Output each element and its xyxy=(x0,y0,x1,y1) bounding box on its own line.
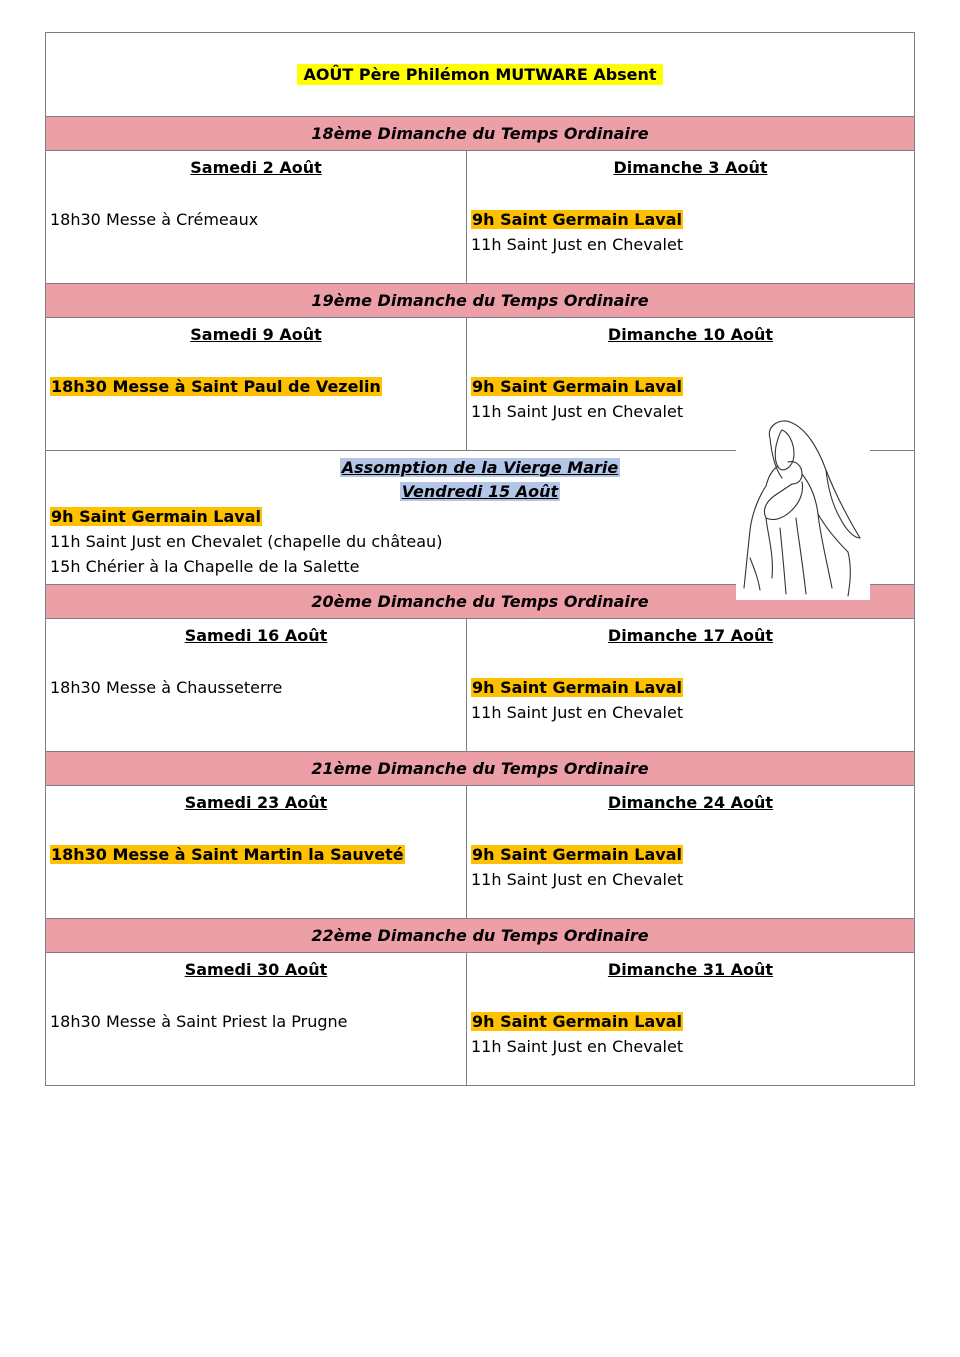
mass-line: 9h Saint Germain Laval xyxy=(472,1012,682,1031)
title-cell xyxy=(46,33,915,117)
mass-line: 11h Saint Just en Chevalet xyxy=(471,703,684,722)
feast-date: Vendredi 15 Août xyxy=(401,482,559,501)
sunday-cell xyxy=(467,151,915,284)
sunday-cell xyxy=(467,619,915,752)
sunday-label: Dimanche 24 Août xyxy=(607,793,774,812)
saturday-cell xyxy=(46,619,467,752)
sunday-label: Dimanche 10 Août xyxy=(607,325,774,344)
saturday-label: Samedi 30 Août xyxy=(184,960,328,979)
saturday-cell xyxy=(46,786,467,919)
mass-line: 18h30 Messe à Saint Paul de Vezelin xyxy=(51,377,381,396)
sunday-label: Dimanche 31 Août xyxy=(607,960,774,979)
week-band: 19ème Dimanche du Temps Ordinaire xyxy=(46,284,915,318)
week-band: 21ème Dimanche du Temps Ordinaire xyxy=(46,752,915,786)
saturday-label: Samedi 16 Août xyxy=(184,626,328,645)
week-band: 20ème Dimanche du Temps Ordinaire xyxy=(46,585,915,619)
mass-line: 11h Saint Just en Chevalet xyxy=(471,1037,684,1056)
saturday-cell xyxy=(46,151,467,284)
sunday-cell xyxy=(467,953,915,1086)
mass-line: 9h Saint Germain Laval xyxy=(472,845,682,864)
feast-title: Assomption de la Vierge Marie xyxy=(341,458,619,477)
mass-line: 18h30 Messe à Saint Priest la Prugne xyxy=(50,1012,348,1031)
saturday-cell xyxy=(46,318,467,451)
mass-line: 11h Saint Just en Chevalet xyxy=(471,235,684,254)
mass-line: 9h Saint Germain Laval xyxy=(51,507,261,526)
saturday-label: Samedi 9 Août xyxy=(190,325,322,344)
mass-line: 9h Saint Germain Laval xyxy=(472,678,682,697)
week-band: 18ème Dimanche du Temps Ordinaire xyxy=(46,117,915,151)
mass-line: 18h30 Messe à Chausseterre xyxy=(50,678,283,697)
saturday-label: Samedi 23 Août xyxy=(184,793,328,812)
virgin-and-child-illustration xyxy=(736,418,870,600)
mass-line: 11h Saint Just en Chevalet xyxy=(471,402,684,421)
page-title: AOÛT Père Philémon MUTWARE Absent xyxy=(297,64,662,85)
mass-line: 9h Saint Germain Laval xyxy=(472,210,682,229)
mass-line: 11h Saint Just en Chevalet (chapelle du château) xyxy=(50,532,443,551)
mass-line: 18h30 Messe à Saint Martin la Sauveté xyxy=(51,845,404,864)
week-band: 22ème Dimanche du Temps Ordinaire xyxy=(46,919,915,953)
sunday-label: Dimanche 3 Août xyxy=(613,158,768,177)
sunday-cell xyxy=(467,786,915,919)
mass-line: 11h Saint Just en Chevalet xyxy=(471,870,684,889)
mass-line: 9h Saint Germain Laval xyxy=(472,377,682,396)
mass-line: 15h Chérier à la Chapelle de la Salette xyxy=(50,557,360,576)
mass-line: 18h30 Messe à Crémeaux xyxy=(50,210,259,229)
saturday-label: Samedi 2 Août xyxy=(190,158,322,177)
virgin-and-child-icon xyxy=(736,418,870,600)
saturday-cell xyxy=(46,953,467,1086)
sunday-label: Dimanche 17 Août xyxy=(607,626,774,645)
